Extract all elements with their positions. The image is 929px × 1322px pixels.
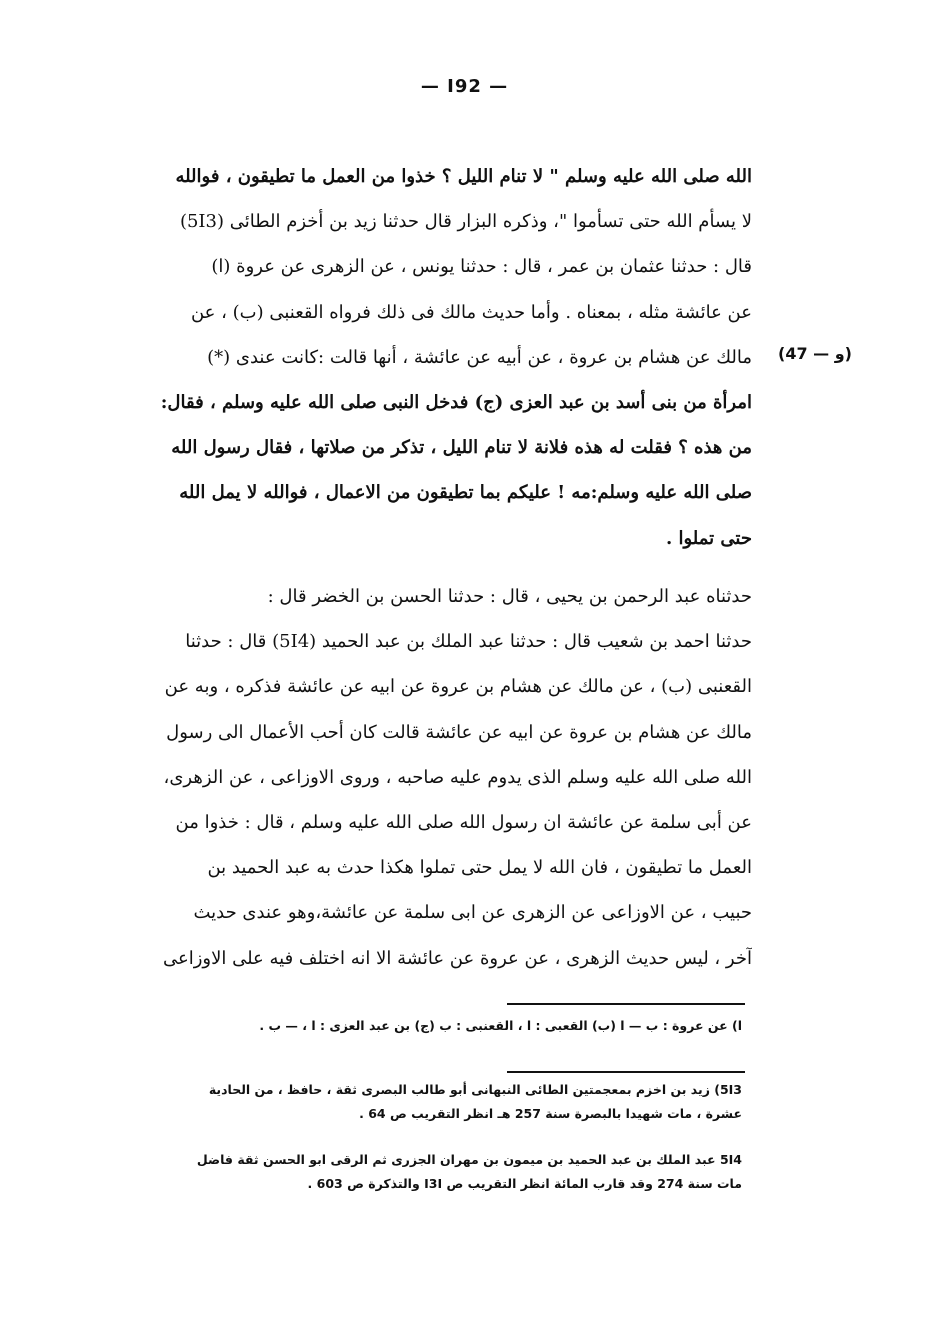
main-text-paragraph-2 xyxy=(80,574,752,981)
text-line: الله صلى الله عليه وسلم الذى يدوم عليه صاحبه ، وروى الاوزاعى ، عن الزهرى، xyxy=(163,766,752,788)
footnote-line: عشرة ، مات شهيدا بالبصرة سنة 257 هـ انظر التقريب ص 64 . xyxy=(359,1106,742,1121)
footnote-variants xyxy=(80,1014,742,1038)
text-line: حبيب ، عن الاوزاعى عن الزهرى عن ابى سلمة عن عائشة،وهو عندى حديث xyxy=(193,902,752,924)
margin-folio-note: (47 — و) xyxy=(778,344,852,363)
page-number: — I92 — xyxy=(420,76,509,97)
footnote-separator-rule xyxy=(507,1003,745,1005)
footnote-line: 5I4 عبد الملك بن عبد الحميد بن ميمون بن مهران الجزرى ثم الرقى ابو الحسن ثقة فاضل xyxy=(196,1152,742,1167)
footnote-514 xyxy=(80,1148,742,1196)
text-line: عن أبى سلمة عن عائشة ان رسول الله صلى الله عليه وسلم ، قال : خذوا من xyxy=(175,811,752,833)
text-line: القعنبى (ب) ، عن مالك عن هشام بن عروة عن ابيه عن عائشة فذكره ، وبه عن xyxy=(164,676,752,698)
footnote-513 xyxy=(80,1078,742,1126)
text-line: صلى الله عليه وسلم:مه ! عليكم بما تطيقون من الاعمال ، فوالله لا يمل الله xyxy=(179,482,752,504)
text-line: حدثناه عبد الرحمن بن يحيى ، قال : حدثنا الحسن بن الخضر قال : xyxy=(267,586,752,607)
text-line: مالك عن هشام بن عروة ، عن أبيه عن عائشة ، أنها قالت :كانت عندى (*) xyxy=(207,346,752,368)
text-line: حتى تملوا . xyxy=(665,527,752,549)
text-line: آخر ، ليس حديث الزهرى ، عن عروة عن عائشة الا انه اختلف فيه على الاوزاعى xyxy=(162,947,752,969)
text-line: لا يسأم الله حتى تسأموا "، وذكره البزار قال حدثنا زيد بن أخزم الطائى (5I3) xyxy=(179,211,752,233)
text-line: قال : حدثنا عثمان بن عمر ، قال : حدثنا يونس ، عن الزهرى عن عروة (ا) xyxy=(211,256,752,278)
text-line: مالك عن هشام بن عروة عن ابيه عن عائشة قالت كان أحب الأعمال الى رسول xyxy=(166,721,752,743)
footnote-line: ا) عن عروة : ب — ا (ب) القعبى : ا ، القعنبى : ب (ج) بن عبد العزى : ا ، — ب . xyxy=(259,1018,742,1033)
footnote-line: 5I3) زيد بن اخزم بمعجمتين الطائى النبهانى أبو طالب البصرى ثقة ، حافظ ، من الحادية xyxy=(208,1082,742,1097)
text-line: امرأة من بنى أسد بن عبد العزى (ج) فدخل النبى صلى الله عليه وسلم ، فقال: xyxy=(160,391,752,413)
text-line: حدثنا احمد بن شعيب قال : حدثنا عبد الملك بن عبد الحميد (5I4) قال : حدثنا xyxy=(185,631,752,653)
footnote-line: مات سنة 274 وقد قارب المائة انظر التقريب ص I3I والتذكرة ص 603 . xyxy=(307,1176,742,1191)
main-text-paragraph-1 xyxy=(80,154,752,561)
footnote-separator-rule xyxy=(507,1071,745,1073)
text-line: الله صلى الله عليه وسلم " لا تنام الليل ؟ خذوا من العمل ما تطيقون ، فوالله xyxy=(175,166,752,187)
text-line: من هذه ؟ فقلت له هذه فلانة لا تنام الليل ، تذكر من صلاتها ، فقال رسول الله xyxy=(171,437,752,459)
text-line: العمل ما تطيقون ، فان الله لا يمل حتى تملوا هكذا حدث به عبد الحميد بن xyxy=(207,857,752,879)
text-line: عن عائشة مثله ، بمعناه . وأما حديث مالك فى ذلك فرواه القعنبى (ب) ، عن xyxy=(190,301,752,323)
